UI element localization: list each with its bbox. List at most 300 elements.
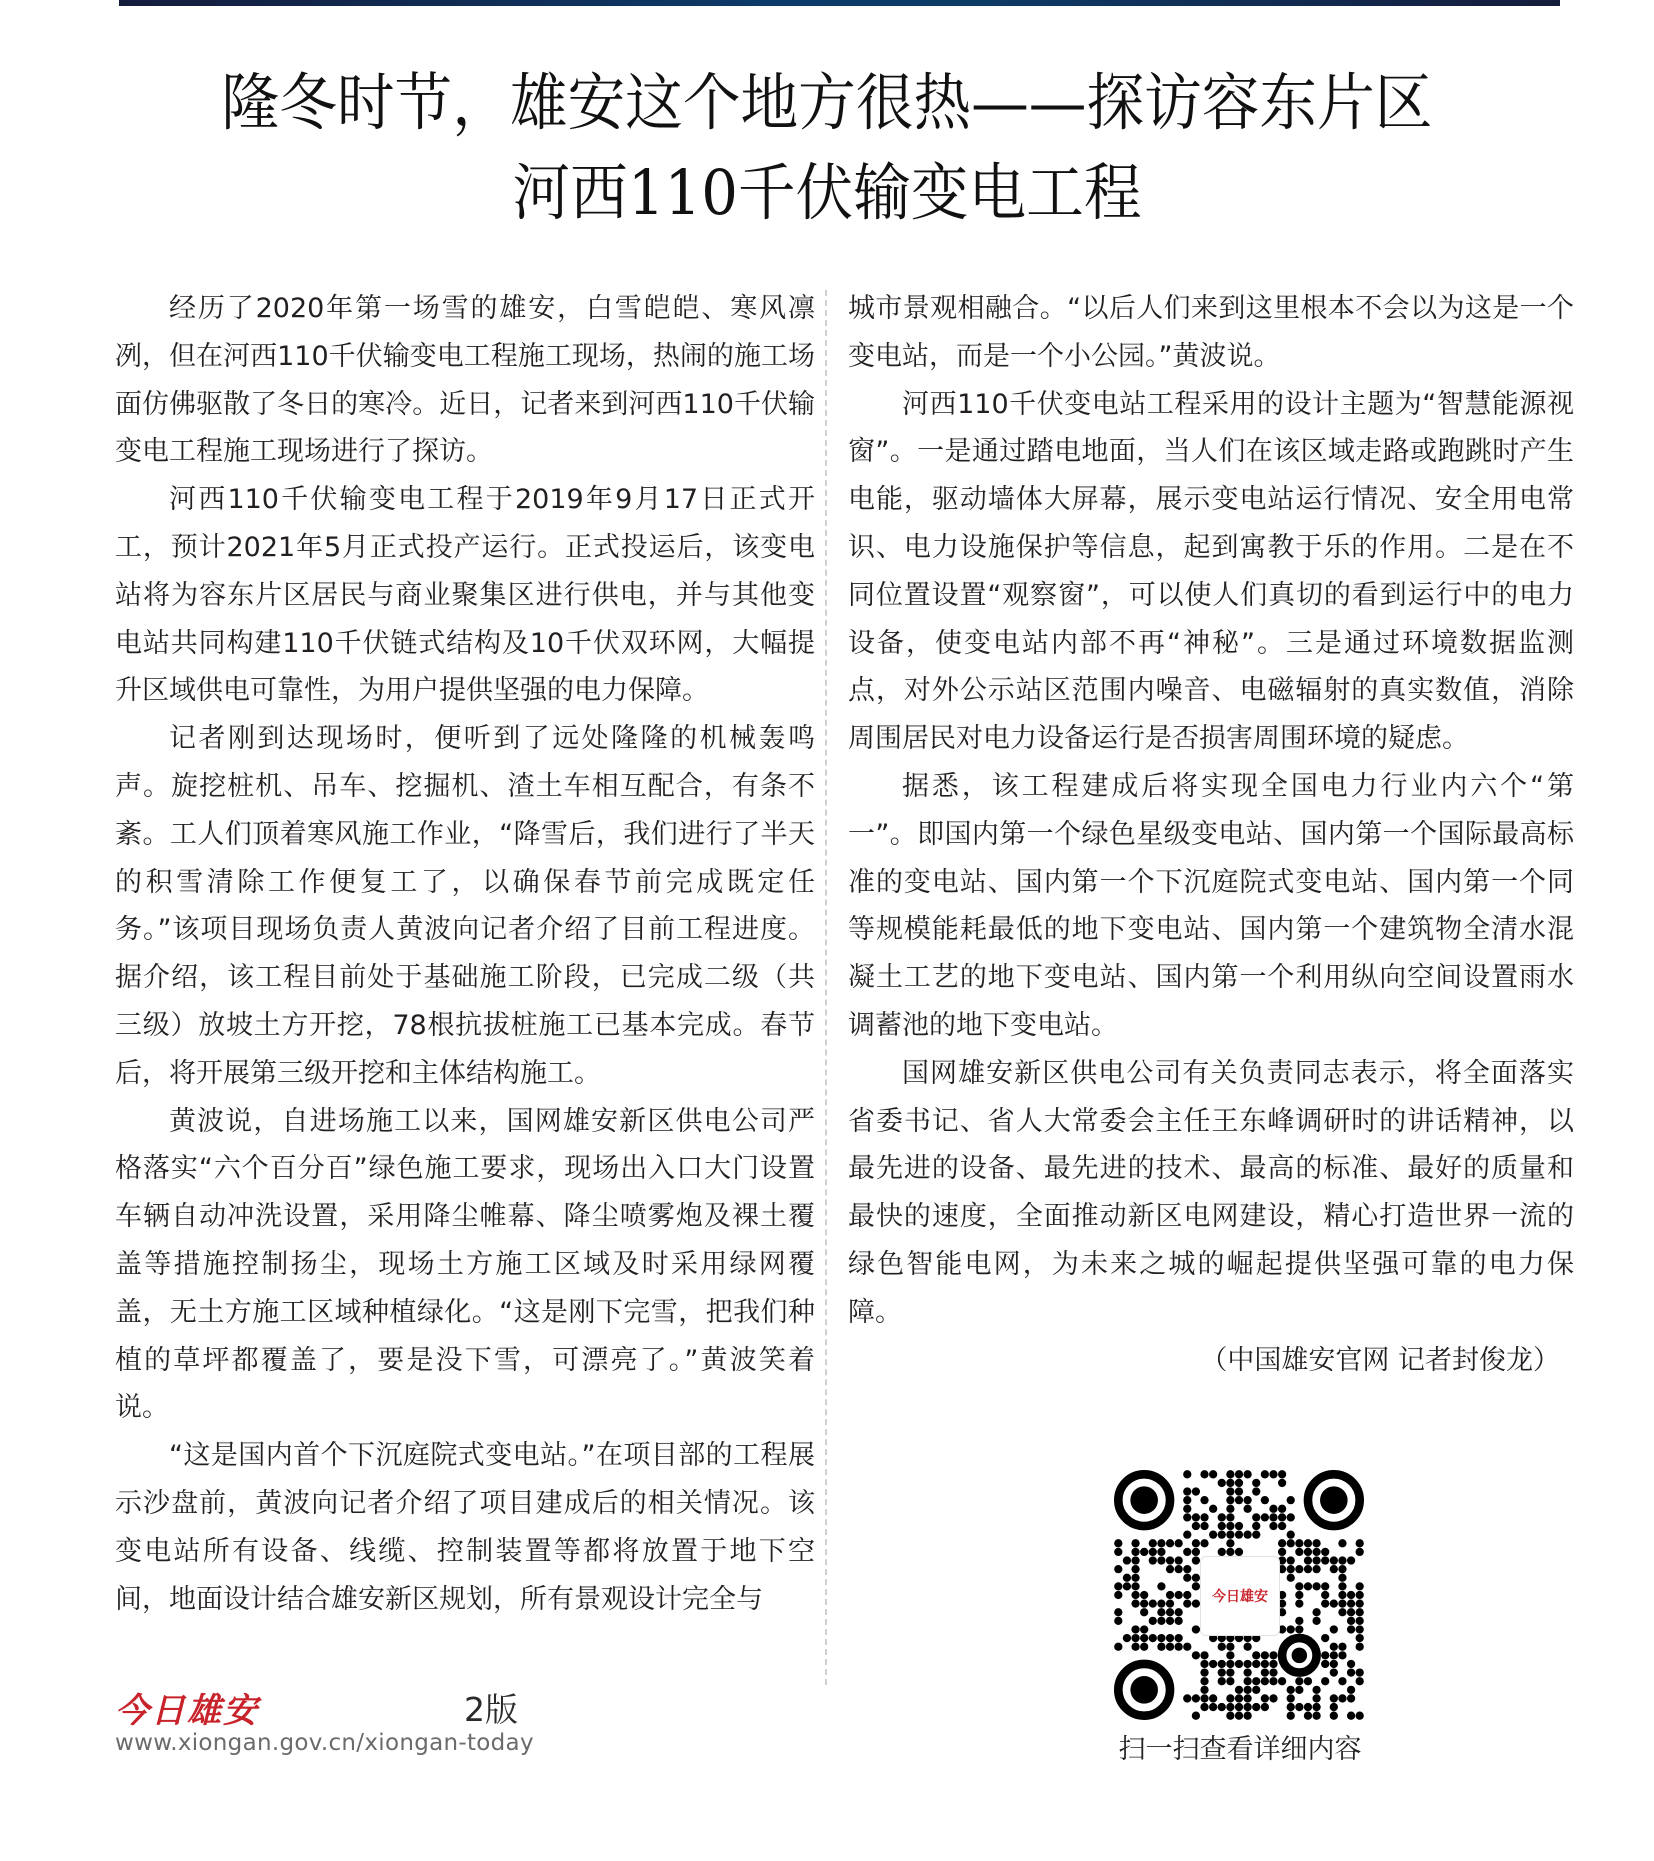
qr-module xyxy=(1252,1522,1260,1530)
qr-module xyxy=(1338,1591,1346,1599)
qr-module xyxy=(1226,1677,1234,1685)
qr-module xyxy=(1312,1582,1320,1590)
qr-module xyxy=(1226,1479,1234,1487)
qr-module xyxy=(1356,1668,1364,1676)
qr-module xyxy=(1226,1487,1234,1495)
qr-module xyxy=(1218,1703,1226,1711)
qr-module xyxy=(1269,1668,1277,1676)
qr-module xyxy=(1157,1548,1165,1556)
qr-module xyxy=(1312,1565,1320,1573)
qr-module xyxy=(1235,1548,1243,1556)
qr-module xyxy=(1131,1565,1139,1573)
qr-module xyxy=(1157,1539,1165,1547)
qr-module xyxy=(1183,1505,1191,1513)
paragraph: 城市景观相融合。“以后人们来到这里根本不会以为这是一个变电站，而是一个小公园。”黄波说。 xyxy=(848,293,1574,372)
qr-module xyxy=(1157,1608,1165,1616)
qr-module xyxy=(1304,1677,1312,1685)
qr-module xyxy=(1226,1513,1234,1521)
qr-module xyxy=(1269,1694,1277,1702)
qr-module xyxy=(1200,1539,1208,1547)
article-column-right xyxy=(848,285,1574,1384)
qr-module xyxy=(1209,1703,1217,1711)
qr-module xyxy=(1295,1539,1303,1547)
qr-module xyxy=(1157,1634,1165,1642)
qr-module xyxy=(1209,1660,1217,1668)
qr-module xyxy=(1321,1582,1329,1590)
edition-label: 2版 xyxy=(464,1690,518,1729)
qr-module xyxy=(1140,1608,1148,1616)
qr-module xyxy=(1218,1531,1226,1539)
qr-module xyxy=(1218,1548,1226,1556)
qr-module xyxy=(1226,1548,1234,1556)
qr-module xyxy=(1269,1505,1277,1513)
qr-module xyxy=(1192,1625,1200,1633)
qr-module xyxy=(1278,1522,1286,1530)
qr-module xyxy=(1330,1643,1338,1651)
qr-module xyxy=(1175,1617,1183,1625)
qr-module xyxy=(1338,1539,1346,1547)
qr-module xyxy=(1252,1531,1260,1539)
qr-module xyxy=(1226,1703,1234,1711)
qr-module xyxy=(1287,1694,1295,1702)
qr-module xyxy=(1218,1643,1226,1651)
qr-module xyxy=(1140,1634,1148,1642)
qr-module xyxy=(1192,1487,1200,1495)
qr-module xyxy=(1131,1548,1139,1556)
qr-module xyxy=(1330,1565,1338,1573)
qr-module xyxy=(1140,1548,1148,1556)
qr-module xyxy=(1287,1496,1295,1504)
qr-module xyxy=(1149,1556,1157,1564)
paragraph: 河西110千伏变电站工程采用的设计主题为“智慧能源视窗”。一是通过踏电地面，当人们在该区域走路或跑跳时产生电能，驱动墙体大屏幕，展示变电站运行情况、安全用电常识、电力设施保护等信息，起到寓教于乐的作用。二是在不同位置设置“观察窗”，可以使人们真切的看到运行中的电力设备，使变电站内部不再“神秘”。三是通过环境数据监测点，对外公示站区范围内噪音、电磁辐射的真实数值，消除周围居民对电力设备运行是否损害周围环境的疑虑。 xyxy=(848,388,1574,755)
qr-module xyxy=(1252,1703,1260,1711)
qr-module xyxy=(1347,1660,1355,1668)
qr-module xyxy=(1183,1470,1191,1478)
qr-module xyxy=(1330,1712,1338,1720)
qr-module xyxy=(1356,1608,1364,1616)
qr-module xyxy=(1149,1539,1157,1547)
qr-module xyxy=(1235,1522,1243,1530)
qr-module xyxy=(1226,1522,1234,1530)
qr-module xyxy=(1312,1548,1320,1556)
qr-module xyxy=(1269,1677,1277,1685)
qr-module xyxy=(1338,1651,1346,1659)
qr-module xyxy=(1192,1582,1200,1590)
qr-module xyxy=(1261,1470,1269,1478)
qr-module xyxy=(1356,1617,1364,1625)
qr-module xyxy=(1356,1625,1364,1633)
qr-module xyxy=(1278,1539,1286,1547)
qr-module xyxy=(1347,1591,1355,1599)
qr-module xyxy=(1131,1574,1139,1582)
qr-module xyxy=(1166,1556,1174,1564)
qr-module xyxy=(1287,1565,1295,1573)
qr-module xyxy=(1200,1470,1208,1478)
qr-module xyxy=(1183,1487,1191,1495)
qr-module xyxy=(1149,1634,1157,1642)
qr-module xyxy=(1252,1677,1260,1685)
qr-module xyxy=(1338,1643,1346,1651)
qr-module xyxy=(1218,1513,1226,1521)
qr-module xyxy=(1149,1548,1157,1556)
qr-module xyxy=(1114,1617,1122,1625)
qr-module xyxy=(1287,1539,1295,1547)
qr-module xyxy=(1226,1531,1234,1539)
qr-code[interactable] xyxy=(1114,1470,1364,1720)
qr-module xyxy=(1226,1539,1234,1547)
paragraph: “这是国内首个下沉庭院式变电站。”在项目部的工程展示沙盘前，黄波向记者介绍了项目建成后的相关情况。该变电站所有设备、线缆、控制装置等都将放置于地下空间，地面设计结合雄安新区规划，所有景观设计完全与 xyxy=(115,1440,815,1615)
qr-module xyxy=(1192,1574,1200,1582)
qr-module xyxy=(1235,1496,1243,1504)
qr-module xyxy=(1226,1668,1234,1676)
qr-module xyxy=(1330,1668,1338,1676)
qr-module xyxy=(1330,1694,1338,1702)
qr-module xyxy=(1226,1643,1234,1651)
qr-module xyxy=(1123,1582,1131,1590)
qr-module xyxy=(1200,1686,1208,1694)
title-line-1: 隆冬时节，雄安这个地方很热——探访容东片区 xyxy=(221,66,1433,139)
qr-module xyxy=(1157,1582,1165,1590)
paragraph: 经历了2020年第一场雪的雄安，白雪皑皑、寒风凛冽，但在河西110千伏输变电工程施工现场，热闹的施工场面仿佛驱散了冬日的寒冷。近日，记者来到河西110千伏输变电工程施工现场进行了探访。 xyxy=(115,293,815,468)
qr-module xyxy=(1347,1556,1355,1564)
qr-module xyxy=(1356,1599,1364,1607)
qr-module xyxy=(1295,1677,1303,1685)
qr-module xyxy=(1261,1668,1269,1676)
qr-finder-bottom-left-dot xyxy=(1130,1676,1158,1704)
qr-module xyxy=(1226,1712,1234,1720)
qr-module xyxy=(1114,1591,1122,1599)
qr-module xyxy=(1261,1651,1269,1659)
qr-module xyxy=(1192,1651,1200,1659)
qr-module xyxy=(1200,1694,1208,1702)
qr-module xyxy=(1183,1496,1191,1504)
qr-module xyxy=(1338,1694,1346,1702)
qr-module xyxy=(1347,1625,1355,1633)
qr-module xyxy=(1114,1565,1122,1573)
qr-module xyxy=(1338,1608,1346,1616)
qr-module xyxy=(1287,1686,1295,1694)
top-accent-bar xyxy=(119,0,1560,6)
qr-module xyxy=(1166,1643,1174,1651)
qr-module xyxy=(1330,1556,1338,1564)
qr-module xyxy=(1183,1643,1191,1651)
qr-module xyxy=(1183,1574,1191,1582)
qr-module xyxy=(1252,1479,1260,1487)
qr-module xyxy=(1114,1539,1122,1547)
qr-module xyxy=(1140,1591,1148,1599)
qr-module xyxy=(1321,1591,1329,1599)
qr-module xyxy=(1321,1599,1329,1607)
qr-module xyxy=(1338,1565,1346,1573)
qr-module xyxy=(1175,1539,1183,1547)
byline: （中国雄安官网 记者封俊龙） xyxy=(1200,1344,1560,1376)
paragraph: 据悉，该工程建成后将实现全国电力行业内六个“第一”。即国内第一个绿色星级变电站、国内第一个国际最高标准的变电站、国内第一个下沉庭院式变电站、国内第一个同等规模能耗最低的地下变电站、国内第一个建筑物全清水混凝土工艺的地下变电站、国内第一个利用纵向空间设置雨水调蓄池的地下变电站。 xyxy=(848,770,1574,1041)
qr-module xyxy=(1278,1479,1286,1487)
qr-module xyxy=(1312,1556,1320,1564)
qr-module xyxy=(1295,1625,1303,1633)
qr-module xyxy=(1295,1582,1303,1590)
qr-module xyxy=(1304,1565,1312,1573)
qr-module xyxy=(1226,1660,1234,1668)
qr-module xyxy=(1261,1513,1269,1521)
qr-module xyxy=(1287,1703,1295,1711)
qr-module xyxy=(1312,1703,1320,1711)
qr-module xyxy=(1235,1479,1243,1487)
qr-module xyxy=(1243,1712,1251,1720)
qr-module xyxy=(1356,1712,1364,1720)
qr-module xyxy=(1347,1712,1355,1720)
qr-module xyxy=(1356,1591,1364,1599)
qr-module xyxy=(1131,1591,1139,1599)
qr-module xyxy=(1175,1565,1183,1573)
qr-module xyxy=(1312,1608,1320,1616)
qr-module xyxy=(1235,1660,1243,1668)
qr-module xyxy=(1226,1694,1234,1702)
qr-module xyxy=(1243,1703,1251,1711)
qr-module xyxy=(1209,1470,1217,1478)
qr-module xyxy=(1243,1531,1251,1539)
qr-module xyxy=(1243,1660,1251,1668)
qr-module xyxy=(1252,1686,1260,1694)
qr-module xyxy=(1183,1694,1191,1702)
qr-module xyxy=(1243,1668,1251,1676)
qr-module xyxy=(1261,1677,1269,1685)
qr-module xyxy=(1261,1660,1269,1668)
qr-module xyxy=(1287,1531,1295,1539)
qr-module xyxy=(1192,1548,1200,1556)
qr-module xyxy=(1252,1513,1260,1521)
qr-module xyxy=(1356,1634,1364,1642)
qr-module xyxy=(1312,1686,1320,1694)
qr-module xyxy=(1321,1548,1329,1556)
qr-module xyxy=(1338,1599,1346,1607)
qr-module xyxy=(1131,1582,1139,1590)
qr-module xyxy=(1347,1694,1355,1702)
qr-alignment-marker-dot xyxy=(1292,1648,1308,1664)
qr-module xyxy=(1347,1668,1355,1676)
qr-module xyxy=(1114,1643,1122,1651)
qr-module xyxy=(1287,1625,1295,1633)
qr-module xyxy=(1123,1556,1131,1564)
qr-module xyxy=(1287,1556,1295,1564)
qr-module xyxy=(1338,1574,1346,1582)
qr-module xyxy=(1243,1686,1251,1694)
article-column-left xyxy=(115,285,815,1623)
qr-module xyxy=(1330,1703,1338,1711)
qr-module xyxy=(1218,1677,1226,1685)
qr-module xyxy=(1166,1634,1174,1642)
qr-module xyxy=(1209,1694,1217,1702)
qr-module xyxy=(1200,1668,1208,1676)
qr-module xyxy=(1209,1505,1217,1513)
qr-module xyxy=(1175,1556,1183,1564)
qr-module xyxy=(1131,1599,1139,1607)
qr-module xyxy=(1269,1660,1277,1668)
qr-module xyxy=(1321,1556,1329,1564)
qr-module xyxy=(1166,1565,1174,1573)
qr-module xyxy=(1287,1574,1295,1582)
qr-module xyxy=(1192,1539,1200,1547)
qr-module xyxy=(1175,1608,1183,1616)
qr-module xyxy=(1131,1634,1139,1642)
qr-module xyxy=(1226,1651,1234,1659)
qr-module xyxy=(1295,1703,1303,1711)
qr-module xyxy=(1149,1599,1157,1607)
qr-module xyxy=(1330,1660,1338,1668)
qr-module xyxy=(1356,1539,1364,1547)
qr-module xyxy=(1131,1625,1139,1633)
qr-module xyxy=(1338,1677,1346,1685)
qr-module xyxy=(1175,1634,1183,1642)
qr-module xyxy=(1243,1643,1251,1651)
qr-module xyxy=(1338,1556,1346,1564)
qr-center-logo: 今日雄安 xyxy=(1200,1556,1280,1636)
qr-module xyxy=(1287,1712,1295,1720)
qr-module xyxy=(1149,1617,1157,1625)
qr-module xyxy=(1166,1539,1174,1547)
paragraph: 国网雄安新区供电公司有关负责同志表示，将全面落实省委书记、省人大常委会主任王东峰调研时的讲话精神，以最先进的设备、最先进的技术、最高的标准、最好的质量和最快的速度，全面推动新区电网建设，精心打造世界一流的绿色智能电网，为未来之城的崛起提供坚强可靠的电力保障。 xyxy=(848,1057,1574,1328)
qr-module xyxy=(1166,1599,1174,1607)
qr-module xyxy=(1347,1617,1355,1625)
article-title xyxy=(114,58,1541,238)
qr-module xyxy=(1157,1599,1165,1607)
qr-module xyxy=(1200,1703,1208,1711)
qr-module xyxy=(1183,1548,1191,1556)
qr-module xyxy=(1243,1496,1251,1504)
qr-module xyxy=(1192,1522,1200,1530)
qr-module xyxy=(1312,1712,1320,1720)
qr-module xyxy=(1269,1651,1277,1659)
qr-module xyxy=(1157,1643,1165,1651)
qr-module xyxy=(1140,1625,1148,1633)
qr-module xyxy=(1209,1531,1217,1539)
qr-module xyxy=(1192,1513,1200,1521)
qr-finder-top-right-dot xyxy=(1320,1486,1348,1514)
paragraph: 河西110千伏输变电工程于2019年9月17日正式开工，预计2021年5月正式投产运行。正式投运后，该变电站将为容东片区居民与商业聚集区进行供电，并与其他变电站共同构建110千伏链式结构及10千伏双环网，大幅提升区域供电可靠性，为用户提供坚强的电力保障。 xyxy=(115,484,815,707)
qr-module xyxy=(1295,1591,1303,1599)
qr-module xyxy=(1183,1591,1191,1599)
qr-module xyxy=(1235,1694,1243,1702)
qr-module xyxy=(1295,1599,1303,1607)
qr-module xyxy=(1295,1617,1303,1625)
qr-module xyxy=(1356,1582,1364,1590)
qr-module xyxy=(1200,1522,1208,1530)
qr-module xyxy=(1304,1556,1312,1564)
qr-module xyxy=(1175,1643,1183,1651)
qr-module xyxy=(1252,1487,1260,1495)
paragraph: 黄波说，自进场施工以来，国网雄安新区供电公司严格落实“六个百分百”绿色施工要求，现场出入口大门设置车辆自动冲洗设置，采用降尘帷幕、降尘喷雾炮及裸土覆盖等措施控制扬尘，现场土方施工区域及时采用绿网覆盖，无土方施工区域种植绿化。“这是刚下完雪，把我们种植的草坪都覆盖了，要是没下雪，可漂亮了。”黄波笑着说。 xyxy=(115,1105,815,1424)
paragraph: 记者刚到达现场时，便听到了远处隆隆的机械轰鸣声。旋挖桩机、吊车、挖掘机、渣土车相互配合，有条不紊。工人们顶着寒风施工作业，“降雪后，我们进行了半天的积雪清除工作便复工了，以确保春节前完成既定任务。”该项目现场负责人黄波向记者介绍了目前工程进度。据介绍，该工程目前处于基础施工阶段，已完成二级（共三级）放坡土方开挖，78根抗拔桩施工已基本完成。春节后，将开展第三级开挖和主体结构施工。 xyxy=(115,723,815,1089)
qr-module xyxy=(1330,1651,1338,1659)
qr-module xyxy=(1200,1651,1208,1659)
qr-module xyxy=(1157,1617,1165,1625)
qr-module xyxy=(1123,1634,1131,1642)
qr-module xyxy=(1261,1496,1269,1504)
site-url-link[interactable]: www.xiongan.gov.cn/xiongan-today xyxy=(115,1730,534,1756)
qr-module xyxy=(1131,1556,1139,1564)
qr-module xyxy=(1175,1591,1183,1599)
qr-module xyxy=(1226,1496,1234,1504)
qr-module xyxy=(1200,1496,1208,1504)
qr-module xyxy=(1243,1677,1251,1685)
qr-module xyxy=(1183,1513,1191,1521)
qr-module xyxy=(1235,1487,1243,1495)
qr-module xyxy=(1243,1505,1251,1513)
qr-caption: 扫一扫查看详细内容 xyxy=(1118,1734,1362,1765)
qr-module xyxy=(1269,1470,1277,1478)
qr-module xyxy=(1140,1643,1148,1651)
qr-module xyxy=(1252,1660,1260,1668)
qr-module xyxy=(1114,1548,1122,1556)
qr-module xyxy=(1192,1694,1200,1702)
qr-module xyxy=(1166,1591,1174,1599)
qr-module xyxy=(1347,1599,1355,1607)
qr-module xyxy=(1218,1668,1226,1676)
qr-module xyxy=(1338,1582,1346,1590)
qr-module xyxy=(1235,1712,1243,1720)
qr-module xyxy=(1235,1703,1243,1711)
qr-module xyxy=(1243,1470,1251,1478)
brand-logo: 今日雄安 xyxy=(115,1691,259,1731)
qr-module xyxy=(1278,1513,1286,1521)
qr-module xyxy=(1269,1513,1277,1521)
qr-module xyxy=(1192,1712,1200,1720)
qr-module xyxy=(1295,1565,1303,1573)
qr-module xyxy=(1166,1608,1174,1616)
qr-module xyxy=(1356,1643,1364,1651)
qr-module xyxy=(1321,1651,1329,1659)
qr-module xyxy=(1304,1712,1312,1720)
qr-module xyxy=(1200,1677,1208,1685)
qr-module xyxy=(1278,1470,1286,1478)
qr-module xyxy=(1347,1686,1355,1694)
qr-module xyxy=(1321,1677,1329,1685)
qr-module xyxy=(1261,1703,1269,1711)
qr-module xyxy=(1287,1513,1295,1521)
qr-module xyxy=(1166,1617,1174,1625)
qr-module xyxy=(1123,1574,1131,1582)
qr-module xyxy=(1235,1470,1243,1478)
column-divider xyxy=(825,290,827,1685)
qr-module xyxy=(1312,1539,1320,1547)
qr-module xyxy=(1140,1599,1148,1607)
qr-module xyxy=(1157,1556,1165,1564)
qr-module xyxy=(1261,1694,1269,1702)
qr-module xyxy=(1131,1643,1139,1651)
qr-module xyxy=(1321,1634,1329,1642)
qr-module xyxy=(1183,1599,1191,1607)
qr-module xyxy=(1295,1686,1303,1694)
qr-module xyxy=(1252,1651,1260,1659)
qr-module xyxy=(1304,1703,1312,1711)
qr-module xyxy=(1218,1660,1226,1668)
qr-module xyxy=(1192,1599,1200,1607)
qr-module xyxy=(1218,1479,1226,1487)
qr-module xyxy=(1235,1686,1243,1694)
qr-module xyxy=(1330,1625,1338,1633)
qr-module xyxy=(1304,1582,1312,1590)
qr-module xyxy=(1183,1565,1191,1573)
qr-module xyxy=(1200,1660,1208,1668)
qr-module xyxy=(1278,1548,1286,1556)
qr-module xyxy=(1304,1548,1312,1556)
qr-module xyxy=(1183,1531,1191,1539)
qr-module xyxy=(1321,1660,1329,1668)
qr-module xyxy=(1243,1694,1251,1702)
qr-module xyxy=(1278,1505,1286,1513)
qr-module xyxy=(1269,1522,1277,1530)
qr-module xyxy=(1295,1548,1303,1556)
